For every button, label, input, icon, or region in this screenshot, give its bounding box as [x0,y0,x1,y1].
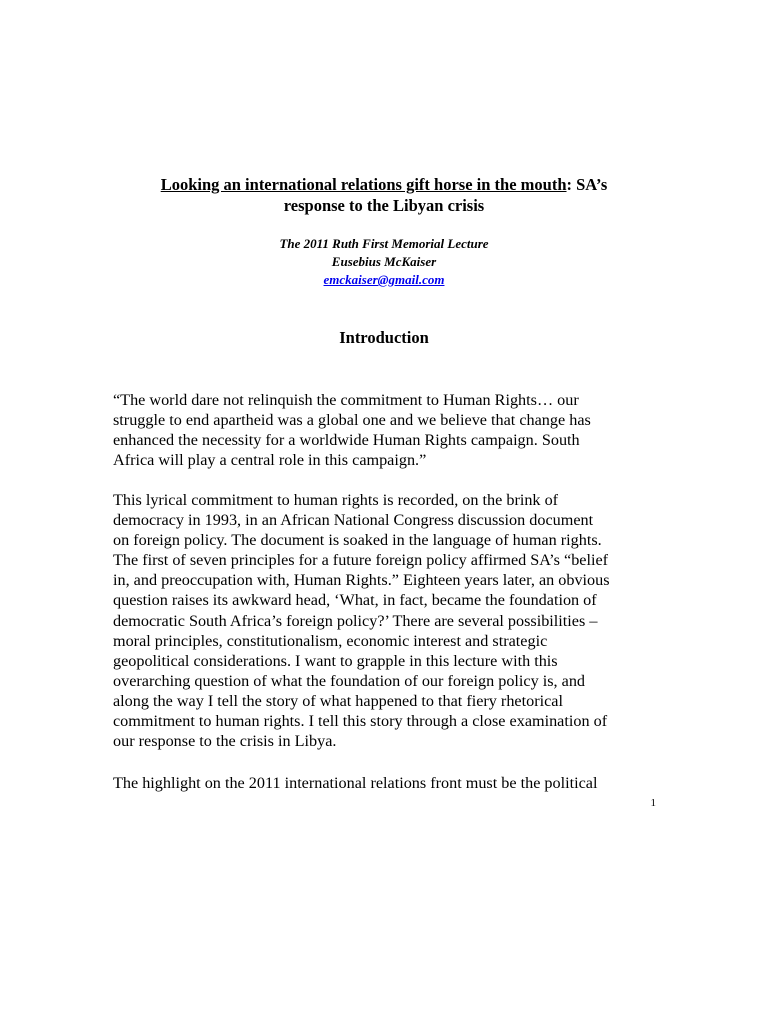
title-line-2: response to the Libyan crisis [283,196,485,215]
paragraph-line: democratic South Africa’s foreign policy?’ There are several possibilities – [113,611,598,630]
paragraph-commitment [113,490,658,751]
paragraph-line: “The world dare not relinquish the commitment to Human Rights… our [113,391,579,409]
title-line-1 [100,174,668,195]
paragraph-line: geopolitical considerations. I want to grapple in this lecture with this [113,651,558,670]
paragraph-line: in, and preoccupation with, Human Rights.” Eighteen years later, an obvious [113,571,610,590]
paragraph-line: struggle to end apartheid was a global one and we believe that change has [113,411,591,430]
paragraph-line: Africa will play a central role in this campaign.” [113,451,427,470]
paragraph-line: democracy in 1993, in an African National Congress discussion document [113,511,594,530]
section-heading: Introduction [339,328,429,347]
paragraph-line: This lyrical commitment to human rights is recorded, on the brink of [113,491,559,509]
paragraph-line: question raises its awkward head, ‘What, in fact, became the foundation of [113,591,597,610]
paragraph-line: The highlight on the 2011 international relations front must be the political [113,774,598,792]
paragraph-line: our response to the crisis in Libya. [113,732,337,751]
paragraph-highlight [113,773,658,793]
author-email-link[interactable]: emckaiser@gmail.com [323,272,445,287]
author-name: Eusebius McKaiser [331,254,437,269]
paragraph-line: The first of seven principles for a future foreign policy affirmed SA’s “belief [113,551,609,570]
lecture-name: The 2011 Ruth First Memorial Lecture [279,236,489,251]
paragraph-line: along the way I tell the story of what happened to that fiery rhetorical [113,691,563,710]
paragraph-line: enhanced the necessity for a worldwide Human Rights campaign. South [113,431,580,450]
paragraph-quote [113,390,658,470]
page-number: 1 [650,797,656,809]
paragraph-line: on foreign policy. The document is soaked in the language of human rights. [113,531,602,550]
paragraph-line: overarching question of what the foundation of our foreign policy is, and [113,671,586,690]
lecture-meta [150,235,618,289]
document-title [100,174,668,216]
title-rest-line-1: : SA’s [566,175,608,194]
paragraph-line: moral principles, constitutionalism, economic interest and strategic [113,631,548,650]
paragraph-line: commitment to human rights. I tell this story through a close examination of [113,712,608,731]
title-underlined-part: Looking an international relations gift horse in the mouth [160,175,567,194]
